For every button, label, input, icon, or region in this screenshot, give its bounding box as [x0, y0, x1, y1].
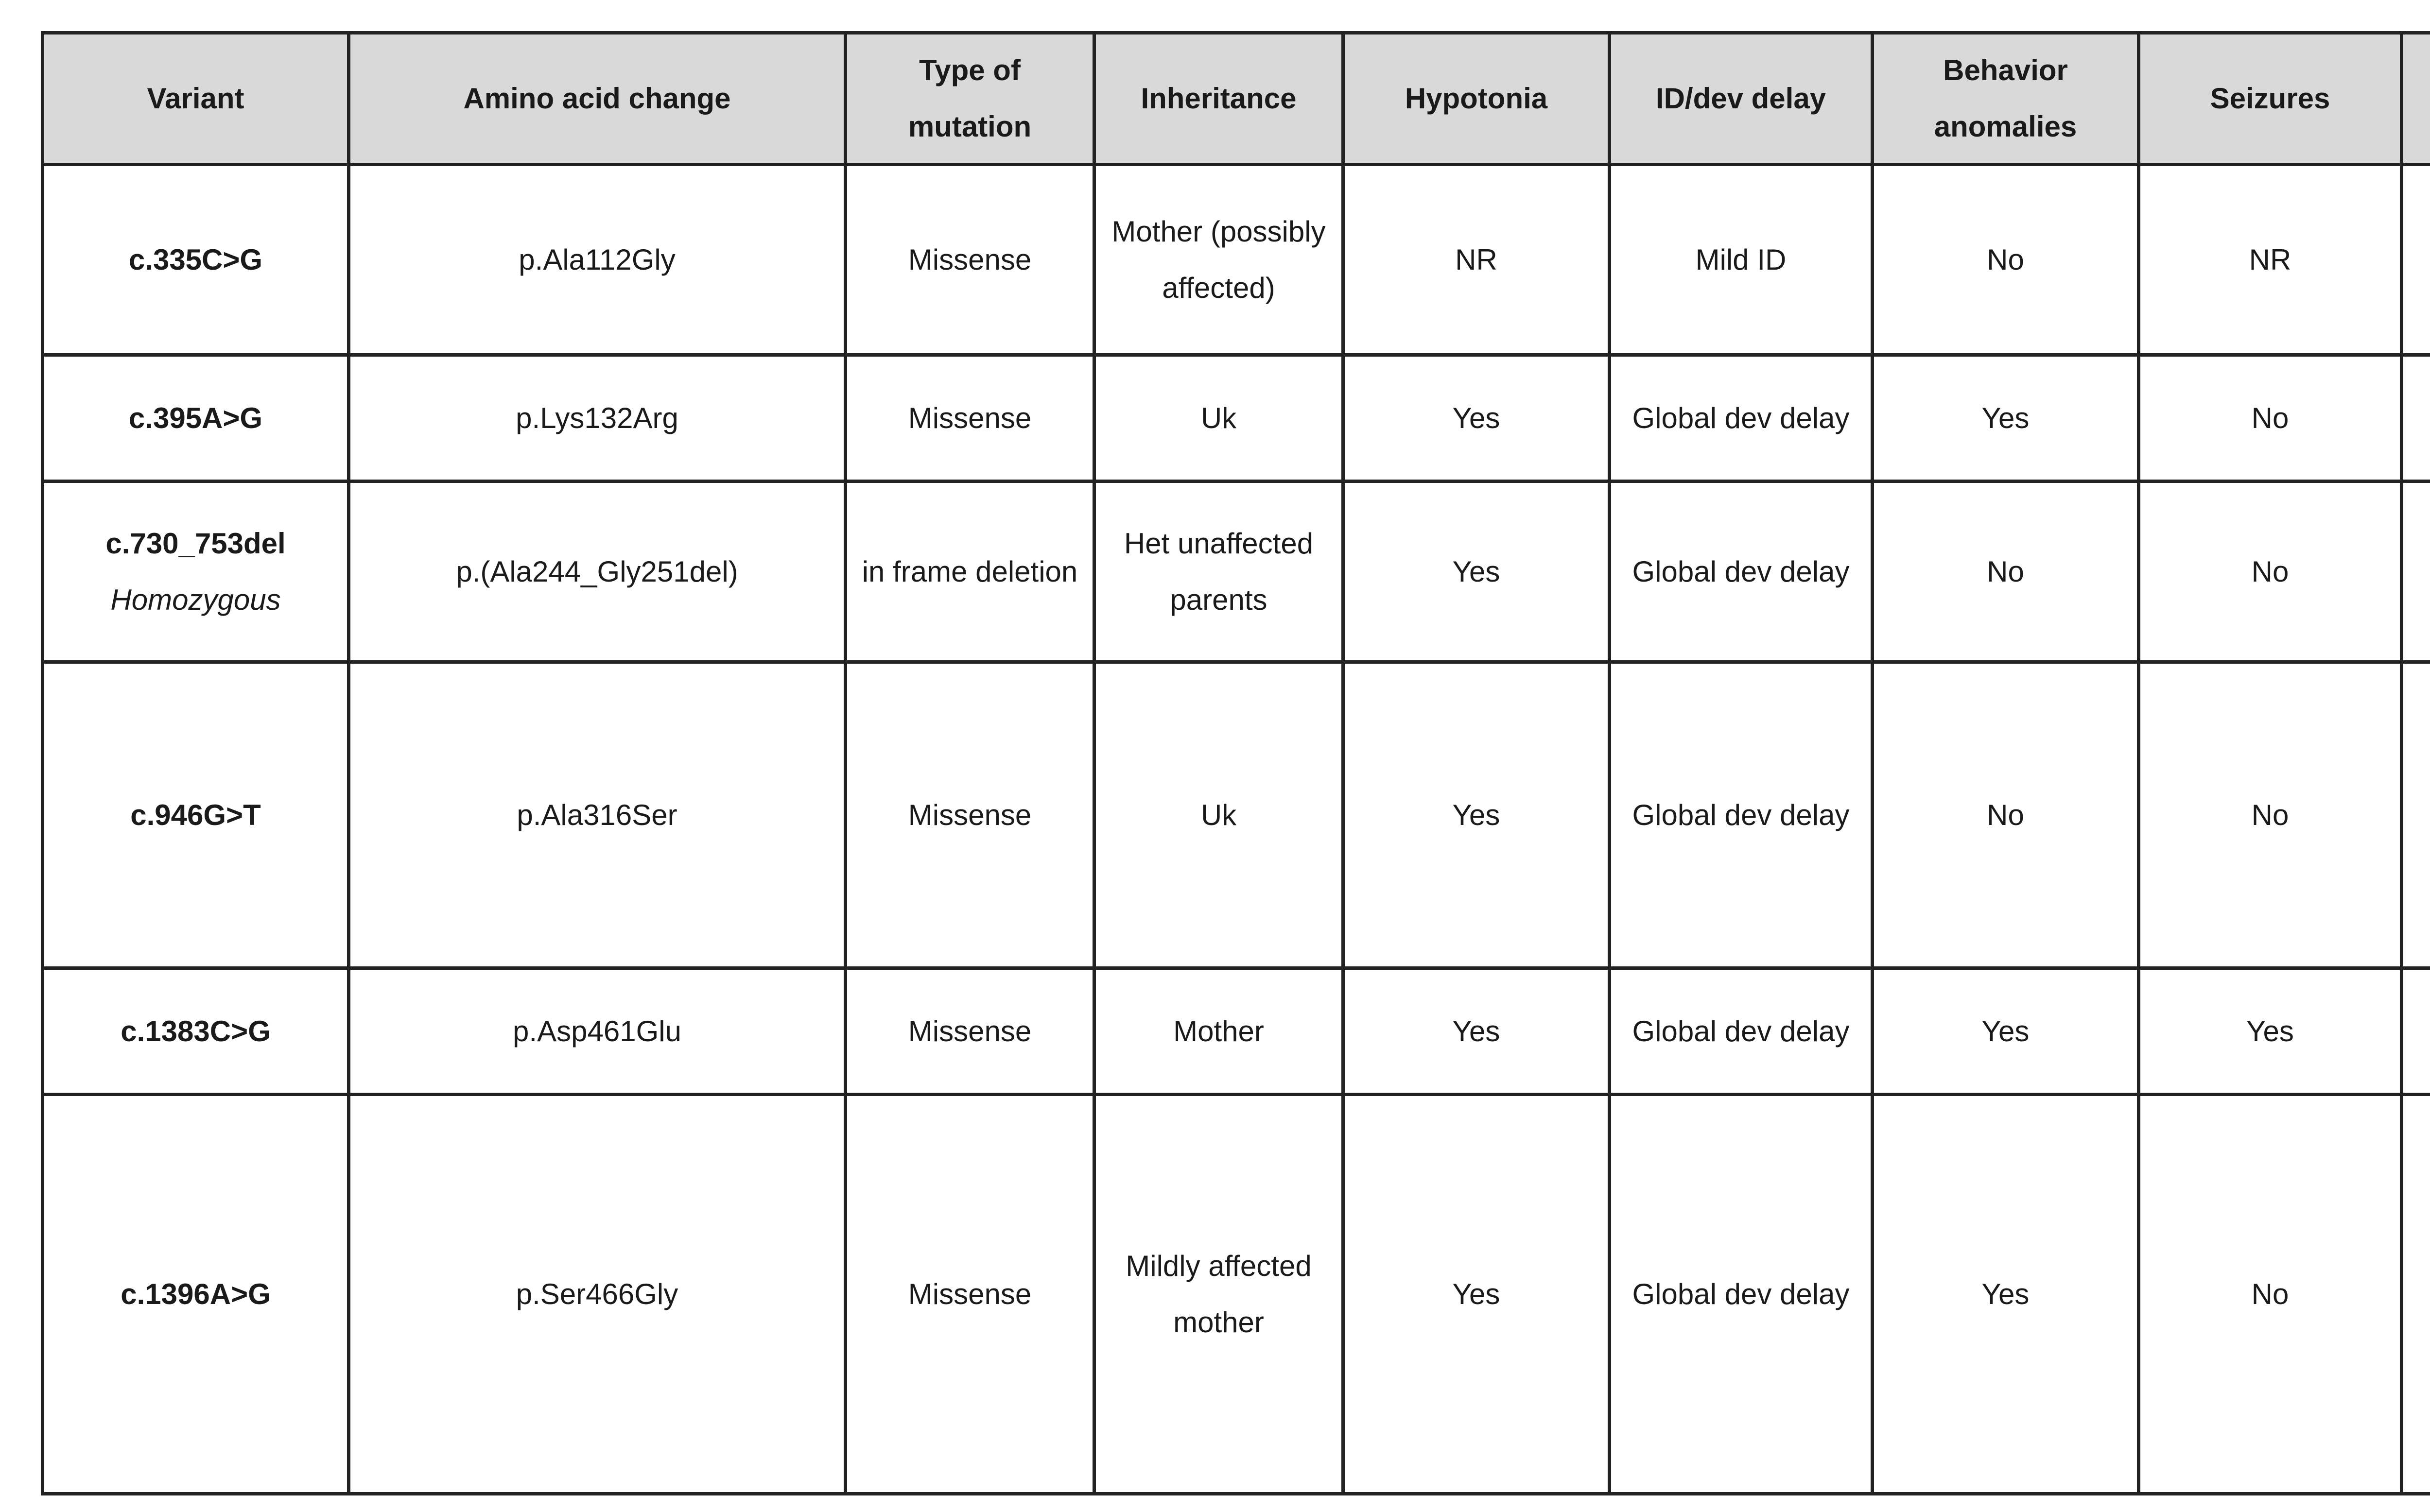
table-row	[43, 968, 2430, 1095]
header-id-dev-delay: ID/dev delay	[1610, 33, 1873, 165]
variant-cell	[43, 662, 349, 968]
dysmorphic-cell	[2402, 355, 2430, 481]
behavior-cell: Yes	[1873, 355, 2139, 481]
dysmorphic-cell	[2402, 968, 2430, 1095]
variant-cell	[43, 165, 349, 355]
seizures-cell: NR	[2139, 165, 2402, 355]
dysmorphic-cell	[2402, 481, 2430, 662]
header-type-of-mutation: Type of mutation	[846, 33, 1094, 165]
seizures-cell: Yes	[2139, 968, 2402, 1095]
table-row	[43, 355, 2430, 481]
variant-cell	[43, 481, 349, 662]
hypotonia-cell: Yes	[1343, 481, 1610, 662]
behavior-cell: Yes	[1873, 968, 2139, 1095]
mutation-type-cell: Missense	[846, 165, 1094, 355]
amino-acid-cell: p.Ala112Gly	[349, 165, 846, 355]
variant-text: c.335C>G	[128, 243, 263, 276]
seizures-cell: No	[2139, 1095, 2402, 1494]
variant-cell	[43, 968, 349, 1095]
behavior-cell: Yes	[1873, 1095, 2139, 1494]
hypotonia-cell: Yes	[1343, 1095, 1610, 1494]
variant-cell	[43, 1095, 349, 1494]
inheritance-cell: Mother (possibly affected)	[1094, 165, 1343, 355]
zygosity-note: Homozygous	[110, 583, 281, 616]
amino-acid-cell: p.Asp461Glu	[349, 968, 846, 1095]
inheritance-cell: Mildly affected mother	[1094, 1095, 1343, 1494]
mutation-type-cell: Missense	[846, 662, 1094, 968]
table-row	[43, 662, 2430, 968]
variant-phenotype-table	[41, 31, 2430, 1495]
table-header-row	[43, 33, 2430, 165]
behavior-cell: No	[1873, 165, 2139, 355]
hypotonia-cell: NR	[1343, 165, 1610, 355]
id-dev-delay-cell: Global dev delay	[1610, 481, 1873, 662]
inheritance-cell: Uk	[1094, 355, 1343, 481]
seizures-cell: No	[2139, 355, 2402, 481]
inheritance-cell: Het unaffected parents	[1094, 481, 1343, 662]
variant-table-container	[41, 31, 2430, 1481]
table-row	[43, 481, 2430, 662]
amino-acid-cell: p.Ser466Gly	[349, 1095, 846, 1494]
mutation-type-cell: Missense	[846, 355, 1094, 481]
seizures-cell: No	[2139, 662, 2402, 968]
inheritance-cell: Mother	[1094, 968, 1343, 1095]
hypotonia-cell: Yes	[1343, 355, 1610, 481]
inheritance-cell: Uk	[1094, 662, 1343, 968]
mutation-type-cell: Missense	[846, 968, 1094, 1095]
behavior-cell: No	[1873, 662, 2139, 968]
amino-acid-cell: p.Lys132Arg	[349, 355, 846, 481]
variant-text: c.395A>G	[128, 401, 263, 434]
amino-acid-cell: p.(Ala244_Gly251del)	[349, 481, 846, 662]
header-hypotonia: Hypotonia	[1343, 33, 1610, 165]
id-dev-delay-cell: Global dev delay	[1610, 662, 1873, 968]
header-behavior-anomalies: Behavior anomalies	[1873, 33, 2139, 165]
mutation-type-cell: Missense	[846, 1095, 1094, 1494]
header-seizures: Seizures	[2139, 33, 2402, 165]
seizures-cell: No	[2139, 481, 2402, 662]
mutation-type-cell: in frame deletion	[846, 481, 1094, 662]
dysmorphic-cell	[2402, 165, 2430, 355]
id-dev-delay-cell: Mild ID	[1610, 165, 1873, 355]
variant-cell	[43, 355, 349, 481]
variant-text: c.730_753del	[105, 527, 286, 560]
hypotonia-cell: Yes	[1343, 662, 1610, 968]
variant-text: c.1396A>G	[121, 1277, 271, 1310]
amino-acid-cell: p.Ala316Ser	[349, 662, 846, 968]
id-dev-delay-cell: Global dev delay	[1610, 355, 1873, 481]
id-dev-delay-cell: Global dev delay	[1610, 968, 1873, 1095]
table-row	[43, 165, 2430, 355]
header-amino-acid-change: Amino acid change	[349, 33, 846, 165]
variant-text: c.1383C>G	[121, 1014, 271, 1048]
id-dev-delay-cell: Global dev delay	[1610, 1095, 1873, 1494]
variant-text: c.946G>T	[130, 798, 261, 831]
table-row	[43, 1095, 2430, 1494]
header-dysmorphic-features	[2402, 33, 2430, 165]
header-inheritance: Inheritance	[1094, 33, 1343, 165]
dysmorphic-cell	[2402, 1095, 2430, 1494]
behavior-cell: No	[1873, 481, 2139, 662]
hypotonia-cell: Yes	[1343, 968, 1610, 1095]
header-variant: Variant	[43, 33, 349, 165]
dysmorphic-cell	[2402, 662, 2430, 968]
